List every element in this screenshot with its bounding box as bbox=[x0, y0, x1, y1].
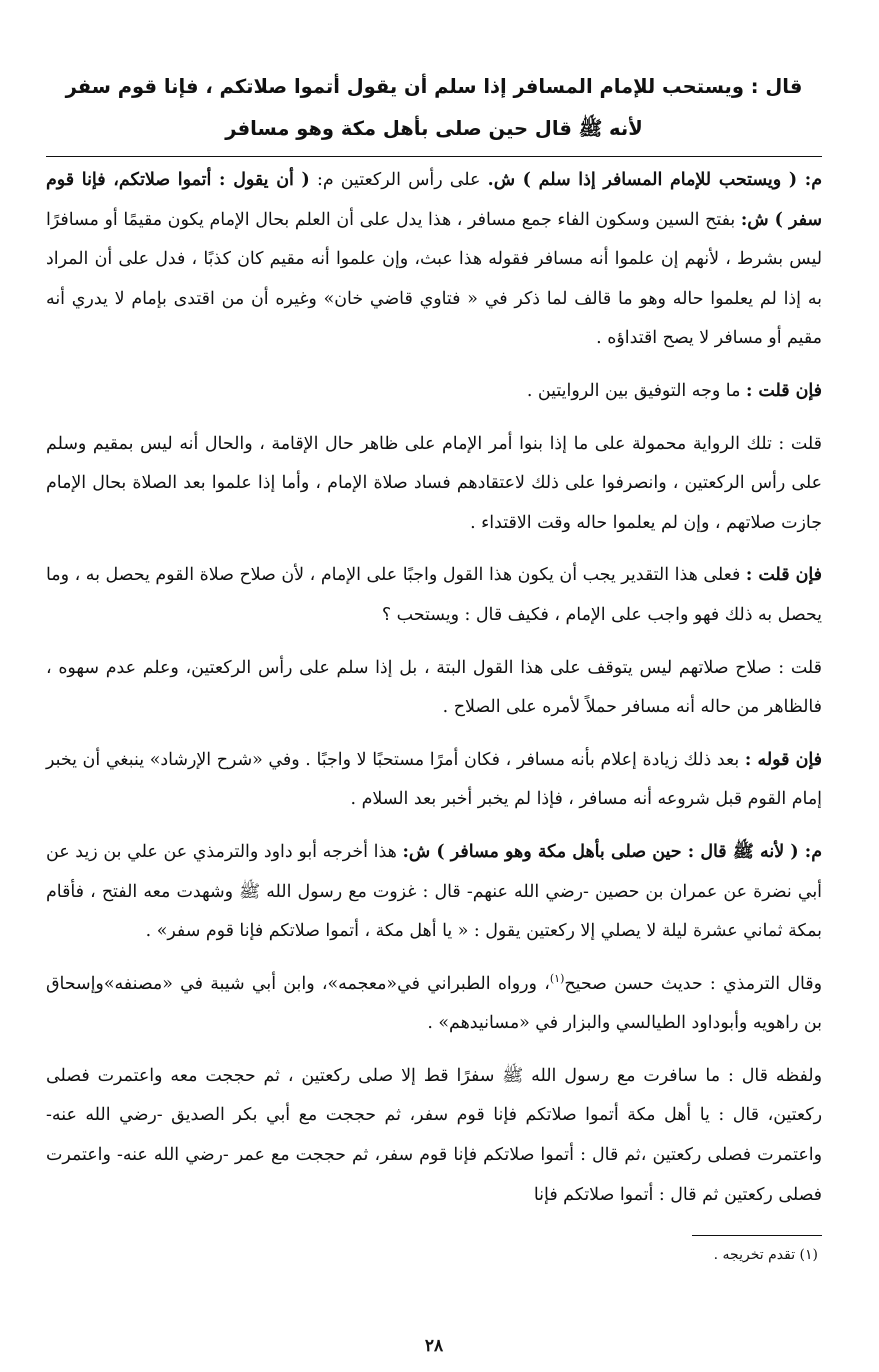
separator-rule bbox=[46, 156, 822, 157]
paragraph-text: قلت : صلاح صلاتهم ليس يتوقف على هذا القول البتة ، بل إذا سلم على رأس الركعتين، وعلم عدم سهوه ، فالظاهر من حاله أنه مسافر حملاً لأمره على الصلاح . bbox=[46, 657, 822, 718]
paragraph-text: وقال الترمذي : حديث حسن صحيح bbox=[564, 973, 822, 994]
paragraph-lead: فإن قلت : bbox=[745, 565, 822, 586]
footnote-reference: (١) bbox=[549, 971, 565, 985]
paragraph-lead: فإن قوله : bbox=[744, 749, 822, 770]
commentary-paragraph bbox=[46, 965, 822, 1044]
document-page bbox=[46, 66, 822, 1356]
paragraph-text-rest: بفتح السين وسكون الفاء جمع مسافر ، هذا يدل على أن العلم بحال الإمام يكون مقيمًا أو مسافرًا ليس بشرط ، لأنهم إن علموا أنه مسافر فقوله هذا عبث، وإن علموا أنه مقيم كان كذبًا ، فدل على أن المراد به إذا لم يعلموا حاله وهو ما قالف لما ذكر في « فتاوي قاضي خان» وغيره أن من اقتدى بإمام لا يدري أنه مقيم أو مسافر لا يصح اقتداؤه . bbox=[46, 209, 822, 349]
paragraph-text: قلت : تلك الرواية محمولة على ما إذا بنوا أمر الإمام على ظاهر حال الإقامة ، والحال أنه ليس بمقيم وسلم على رأس الركعتين ، وانصرفوا على ذلك لاعتقادهم فساد صلاة الإمام ، وأما إذا علموا بعد الصلاة بحال الإمام جازت صلاتهم ، وإن لم يعلموا حاله وقت الاقتداء . bbox=[46, 433, 822, 533]
commentary-paragraph bbox=[46, 425, 822, 544]
paragraph-text-rest: ، ورواه الطبراني في«معجمه»، وابن أبي شيبة في «مصنفه»وإسحاق بن راهويه وأبوداود الطيالسي والبزار في «مسانيدهم» . bbox=[46, 973, 822, 1034]
paragraph-text: ولفظه قال : ما سافرت مع رسول الله ﷺ سفرًا قط إلا صلى ركعتين ، ثم حججت معه واعتمرت فصلى ركعتين، قال : يا أهل مكة أتموا صلاتكم فإنا قوم سفر، ثم حججت مع أبي بكر الصديق -رضي الله عنه- واعتمرت فصلى ركعتين ،ثم قال : أتموا صلاتكم فإنا قوم سفر، ثم حججت مع عمر -رضي الله عنه- واعتمرت فصلى ركعتين ثم قال : أتموا صلاتكم فإنا bbox=[46, 1065, 822, 1205]
paragraph-text: على رأس الركعتين م: bbox=[309, 170, 488, 190]
paragraph-text: بعد ذلك زيادة إعلام بأنه مسافر ، فكان أمرًا مستحبًا لا واجبًا . وفي «شرح الإرشاد» ينبغي أن يخبر إمام القوم قبل شروعه أنه مسافر ، فإذا لم يخبر أخبر بعد السلام . bbox=[46, 749, 822, 810]
main-text: قال : ويستحب للإمام المسافر إذا سلم أن يقول أتموا صلاتكم ، فإنا قوم سفر لأنه ﷺ قال حين صلى بأهل مكة وهو مسافر bbox=[65, 75, 803, 140]
paragraph-lead: فإن قلت : bbox=[745, 380, 822, 401]
page-number: ٢٨ bbox=[424, 1336, 444, 1356]
paragraph-lead: م: ( لأنه ﷺ قال : حين صلى بأهل مكة وهو مسافر ) ش: bbox=[402, 841, 822, 862]
commentary-paragraph bbox=[46, 833, 822, 952]
paragraph-text: فعلى هذا التقدير يجب أن يكون هذا القول واجبًا على الإمام ، لأن صلاح صلاة القوم يحصل به ، وما يحصل به ذلك فهو واجب على الإمام ، فكيف قال : ويستحب ؟ bbox=[46, 565, 822, 625]
footnote: (١) تقدم تخريجه . bbox=[713, 1247, 818, 1264]
commentary-paragraph bbox=[46, 372, 822, 412]
commentary-paragraph bbox=[46, 741, 822, 820]
quoted-matn: ( أن يقول : أتموا صلاتكم، فإنا قوم سفر ) ش: bbox=[46, 170, 822, 230]
commentary-paragraph bbox=[46, 1057, 822, 1215]
commentary-paragraph bbox=[46, 556, 822, 635]
commentary bbox=[46, 161, 822, 1215]
paragraph-text: ما وجه التوفيق بين الروايتين . bbox=[526, 380, 746, 401]
paragraph-text: هذا أخرجه أبو داود والترمذي عن علي بن زيد عن أبي نضرة عن عمران بن حصين -رضي الله عنهم- قال : غزوت مع رسول الله ﷺ وشهدت معه الفتح ، فأقام بمكة ثماني عشرة ليلة لا يصلي إلا ركعتين يقول : « يا أهل مكة ، أتموا صلاتكم فإنا قوم سفر» . bbox=[46, 841, 822, 942]
paragraph-lead: م: ( ويستحب للإمام المسافر إذا سلم ) ش. bbox=[487, 170, 822, 190]
commentary-paragraph bbox=[46, 161, 822, 359]
commentary-paragraph bbox=[46, 649, 822, 728]
footnote-rule bbox=[692, 1235, 822, 1236]
